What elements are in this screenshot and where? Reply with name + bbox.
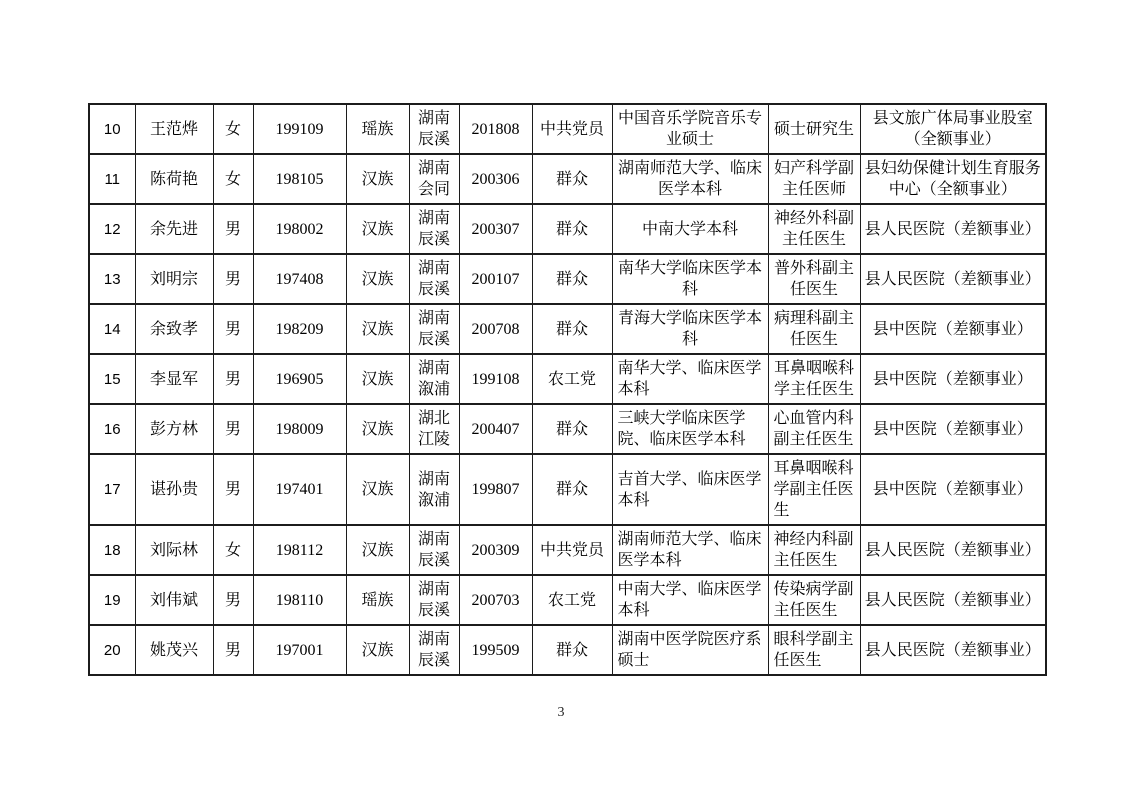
cell-birth: 197401 — [253, 454, 346, 525]
cell-gender: 男 — [213, 304, 253, 354]
cell-ethnicity: 汉族 — [346, 404, 409, 454]
cell-title: 硕士研究生 — [768, 104, 860, 154]
cell-date: 199509 — [459, 625, 532, 675]
cell-unit: 县中医院（差额事业） — [860, 354, 1046, 404]
cell-education: 湖南师范大学、临床医学本科 — [612, 525, 768, 575]
cell-gender: 女 — [213, 104, 253, 154]
cell-education: 中国音乐学院音乐专业硕士 — [612, 104, 768, 154]
cell-name: 姚茂兴 — [135, 625, 213, 675]
cell-place: 湖南辰溪 — [409, 575, 459, 625]
cell-ethnicity: 汉族 — [346, 154, 409, 204]
cell-place: 湖南辰溪 — [409, 625, 459, 675]
cell-political: 农工党 — [532, 575, 612, 625]
cell-birth: 198105 — [253, 154, 346, 204]
cell-title: 传染病学副主任医生 — [768, 575, 860, 625]
cell-political: 群众 — [532, 154, 612, 204]
cell-no: 17 — [89, 454, 135, 525]
cell-name: 刘明宗 — [135, 254, 213, 304]
cell-birth: 198112 — [253, 525, 346, 575]
table-row — [89, 154, 1046, 204]
cell-title: 神经内科副主任医生 — [768, 525, 860, 575]
cell-place: 湖南辰溪 — [409, 104, 459, 154]
cell-unit: 县人民医院（差额事业） — [860, 575, 1046, 625]
cell-gender: 男 — [213, 354, 253, 404]
cell-gender: 男 — [213, 454, 253, 525]
cell-unit: 县人民医院（差额事业） — [860, 625, 1046, 675]
cell-no: 20 — [89, 625, 135, 675]
cell-unit: 县文旅广体局事业股室（全额事业） — [860, 104, 1046, 154]
cell-education: 三峡大学临床医学院、临床医学本科 — [612, 404, 768, 454]
table-row — [89, 575, 1046, 625]
cell-ethnicity: 汉族 — [346, 625, 409, 675]
cell-political: 群众 — [532, 204, 612, 254]
cell-birth: 199109 — [253, 104, 346, 154]
cell-title: 病理科副主任医生 — [768, 304, 860, 354]
cell-name: 刘伟斌 — [135, 575, 213, 625]
cell-birth: 198110 — [253, 575, 346, 625]
cell-no: 14 — [89, 304, 135, 354]
cell-no: 11 — [89, 154, 135, 204]
cell-gender: 女 — [213, 154, 253, 204]
cell-name: 陈荷艳 — [135, 154, 213, 204]
cell-title: 神经外科副主任医生 — [768, 204, 860, 254]
cell-no: 15 — [89, 354, 135, 404]
cell-name: 刘际林 — [135, 525, 213, 575]
table-row — [89, 204, 1046, 254]
cell-date: 200703 — [459, 575, 532, 625]
cell-place: 湖南辰溪 — [409, 254, 459, 304]
cell-place: 湖北江陵 — [409, 404, 459, 454]
cell-ethnicity: 瑶族 — [346, 104, 409, 154]
cell-date: 199807 — [459, 454, 532, 525]
table-row — [89, 404, 1046, 454]
table-row — [89, 304, 1046, 354]
cell-birth: 198209 — [253, 304, 346, 354]
personnel-roster-table — [88, 103, 1047, 676]
cell-date: 200708 — [459, 304, 532, 354]
table-row — [89, 104, 1046, 154]
cell-birth: 197001 — [253, 625, 346, 675]
cell-date: 199108 — [459, 354, 532, 404]
table-row — [89, 525, 1046, 575]
cell-political: 中共党员 — [532, 104, 612, 154]
cell-unit: 县人民医院（差额事业） — [860, 254, 1046, 304]
cell-education: 南华大学、临床医学本科 — [612, 354, 768, 404]
cell-education: 青海大学临床医学本科 — [612, 304, 768, 354]
cell-title: 普外科副主任医生 — [768, 254, 860, 304]
cell-education: 湖南师范大学、临床医学本科 — [612, 154, 768, 204]
cell-ethnicity: 瑶族 — [346, 575, 409, 625]
cell-gender: 女 — [213, 525, 253, 575]
cell-date: 200407 — [459, 404, 532, 454]
cell-political: 群众 — [532, 304, 612, 354]
table-row — [89, 254, 1046, 304]
cell-title: 眼科学副主任医生 — [768, 625, 860, 675]
cell-place: 湖南溆浦 — [409, 454, 459, 525]
cell-date: 200107 — [459, 254, 532, 304]
cell-unit: 县妇幼保健计划生育服务中心（全额事业） — [860, 154, 1046, 204]
table-row — [89, 354, 1046, 404]
cell-date: 200309 — [459, 525, 532, 575]
cell-no: 16 — [89, 404, 135, 454]
cell-ethnicity: 汉族 — [346, 254, 409, 304]
cell-political: 群众 — [532, 254, 612, 304]
cell-title: 耳鼻咽喉科学副主任医生 — [768, 454, 860, 525]
cell-ethnicity: 汉族 — [346, 454, 409, 525]
cell-political: 群众 — [532, 625, 612, 675]
cell-place: 湖南辰溪 — [409, 204, 459, 254]
cell-ethnicity: 汉族 — [346, 354, 409, 404]
cell-birth: 196905 — [253, 354, 346, 404]
cell-education: 中南大学、临床医学本科 — [612, 575, 768, 625]
cell-ethnicity: 汉族 — [346, 204, 409, 254]
cell-no: 18 — [89, 525, 135, 575]
cell-gender: 男 — [213, 254, 253, 304]
cell-unit: 县中医院（差额事业） — [860, 454, 1046, 525]
cell-gender: 男 — [213, 204, 253, 254]
cell-no: 19 — [89, 575, 135, 625]
cell-name: 王范烨 — [135, 104, 213, 154]
cell-place: 湖南辰溪 — [409, 304, 459, 354]
cell-political: 农工党 — [532, 354, 612, 404]
cell-education: 南华大学临床医学本科 — [612, 254, 768, 304]
cell-name: 余致孝 — [135, 304, 213, 354]
cell-no: 12 — [89, 204, 135, 254]
cell-unit: 县人民医院（差额事业） — [860, 525, 1046, 575]
cell-birth: 198002 — [253, 204, 346, 254]
cell-title: 妇产科学副主任医师 — [768, 154, 860, 204]
cell-gender: 男 — [213, 625, 253, 675]
page-number: 3 — [557, 705, 565, 720]
cell-political: 中共党员 — [532, 525, 612, 575]
cell-name: 余先进 — [135, 204, 213, 254]
cell-date: 200306 — [459, 154, 532, 204]
cell-gender: 男 — [213, 404, 253, 454]
cell-unit: 县中医院（差额事业） — [860, 404, 1046, 454]
cell-title: 心血管内科副主任医生 — [768, 404, 860, 454]
cell-education: 湖南中医学院医疗系硕士 — [612, 625, 768, 675]
cell-name: 彭方林 — [135, 404, 213, 454]
cell-place: 湖南辰溪 — [409, 525, 459, 575]
cell-political: 群众 — [532, 404, 612, 454]
table-row — [89, 625, 1046, 675]
cell-no: 10 — [89, 104, 135, 154]
cell-date: 201808 — [459, 104, 532, 154]
cell-no: 13 — [89, 254, 135, 304]
cell-name: 李显军 — [135, 354, 213, 404]
table-row — [89, 454, 1046, 525]
cell-birth: 198009 — [253, 404, 346, 454]
cell-gender: 男 — [213, 575, 253, 625]
cell-place: 湖南会同 — [409, 154, 459, 204]
roster-table-body — [89, 104, 1046, 675]
cell-ethnicity: 汉族 — [346, 525, 409, 575]
cell-unit: 县人民医院（差额事业） — [860, 204, 1046, 254]
cell-education: 吉首大学、临床医学本科 — [612, 454, 768, 525]
cell-place: 湖南溆浦 — [409, 354, 459, 404]
cell-date: 200307 — [459, 204, 532, 254]
cell-ethnicity: 汉族 — [346, 304, 409, 354]
cell-title: 耳鼻咽喉科学主任医生 — [768, 354, 860, 404]
cell-political: 群众 — [532, 454, 612, 525]
cell-birth: 197408 — [253, 254, 346, 304]
cell-education: 中南大学本科 — [612, 204, 768, 254]
cell-unit: 县中医院（差额事业） — [860, 304, 1046, 354]
cell-name: 谌孙贵 — [135, 454, 213, 525]
